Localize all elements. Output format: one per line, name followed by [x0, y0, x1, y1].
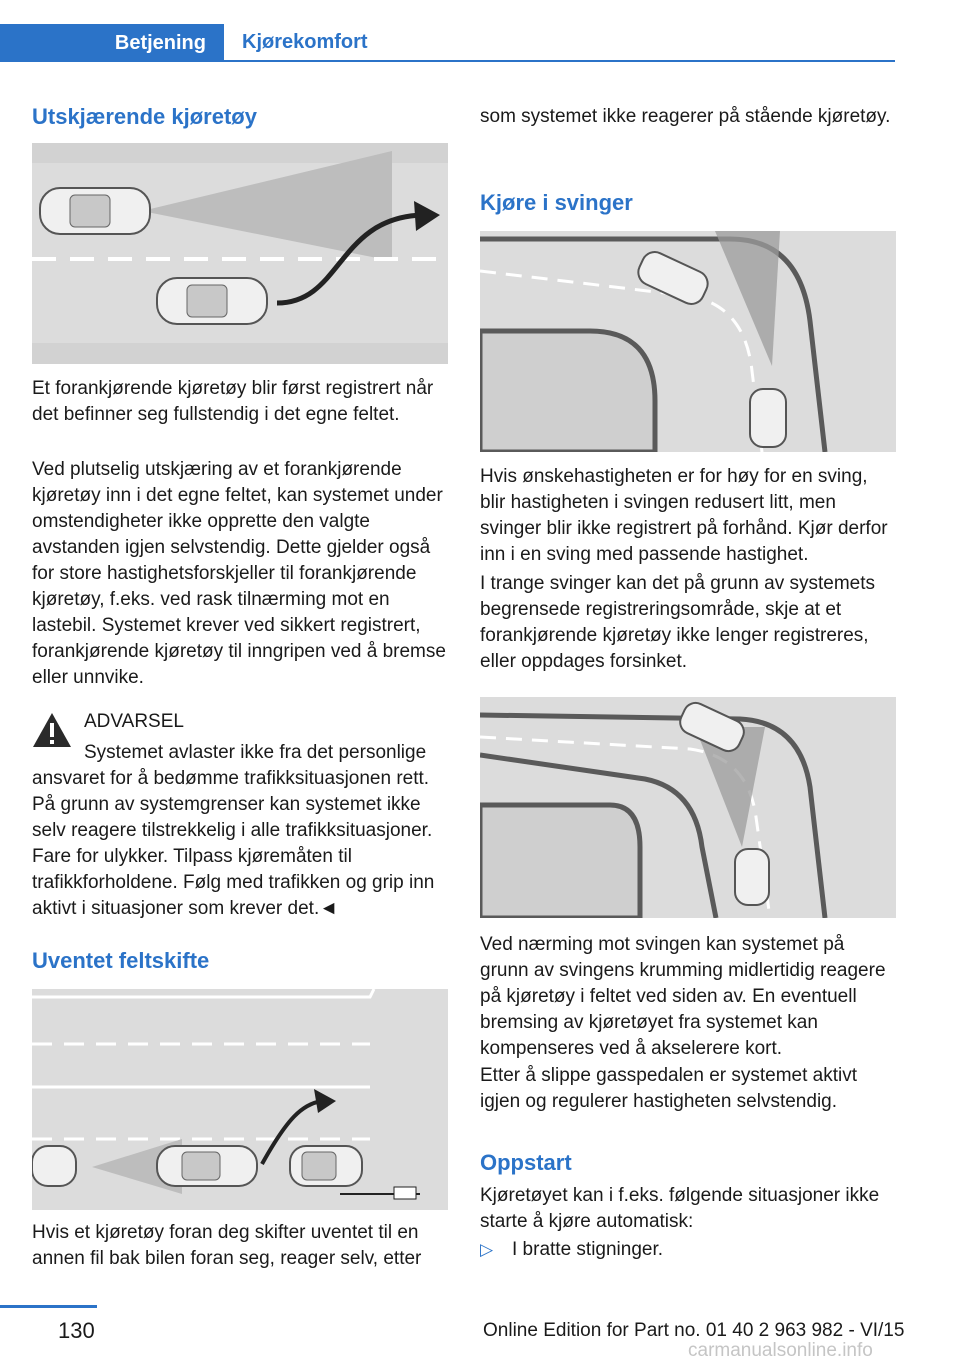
- edition-note: Online Edition for Part no. 01 40 2 963 982 - VI/15: [483, 1320, 905, 1341]
- car-middle-icon: [157, 1146, 257, 1186]
- figure-curve-2: [480, 697, 896, 918]
- figure-curve-1: [480, 231, 896, 452]
- page-number: 130: [58, 1318, 95, 1343]
- figure-cut-in: [32, 143, 448, 364]
- footer-rule: [0, 1305, 97, 1308]
- figure-lane-change: [32, 989, 448, 1210]
- car-lead-icon: [40, 188, 150, 234]
- heading-utskjaerende: Utskjærende kjøretøy: [32, 104, 257, 129]
- tab-rule: [224, 60, 895, 62]
- paragraph-6: Ved nærming mot svingen kan systemet på grunn av svingens krumming midlertidig reagere på kjøretøy i feltet ved siden av. En eventuell bremsing av kjøretøyet fra systemet kan kompenseres ved å akselerere kort.: [480, 934, 886, 1059]
- tab-betjening[interactable]: Betjening: [0, 24, 224, 62]
- car-curve2-own-icon: [735, 849, 769, 905]
- car-rear-icon: [32, 1146, 76, 1186]
- paragraph-continued: som systemet ikke reagerer på stående kjøretøy.: [480, 106, 891, 127]
- paragraph-7: Etter å slippe gasspedalen er systemet aktivt igjen og regulerer hastigheten selvstendig.: [480, 1065, 858, 1112]
- bullet-item: I bratte stigninger.: [512, 1239, 664, 1260]
- bullet-triangle-icon: ▷: [480, 1240, 494, 1259]
- car-front-icon: [290, 1146, 362, 1186]
- watermark: carmanualsonline.info: [688, 1340, 873, 1361]
- paragraph-2: Ved plutselig utskjæring av et forankjørende kjøretøy inn i det egne feltet, kan systemet under omstendigheter ikke opprette den valgte avstanden igjen selvstendig. Dette gjelder også for store hastighetsforskjeller til forankjørende kjøretøy, f.eks. ved rask tilnærming mot en lastebil. Systemet krever ved sikkert registrert, forankjørende kjøretøy til inngripen ved å bremse eller unnvike.: [32, 459, 446, 688]
- car-curve-own-icon: [750, 389, 786, 447]
- warning-title: ADVARSEL: [84, 711, 184, 732]
- header-tabs: [0, 24, 895, 62]
- warning-text: Systemet avlaster ikke fra det personlige ansvaret for å bedømme trafikksituasjonen rett. På grunn av systemgrenser kan systemet ikke selv reagere tilstrekkelig i alle trafikksituasjoner. Fare for ulykker. Tilpass kjøremåten til trafikkforholdene. Følg med trafikken og grip inn aktivt i situasjoner som krever det.◄: [32, 742, 435, 919]
- paragraph-4: Hvis ønskehastigheten er for høy for en sving, blir hastigheten i svingen redusert litt, men svinger blir ikke registrert på forhånd. Kjør derfor inn i en sving med passende hastighet.: [480, 466, 888, 565]
- paragraph-1: Et forankjørende kjøretøy blir først registrert når det befinner seg fullstendig i det egne feltet.: [32, 378, 434, 425]
- heading-kjore-i-svinger: Kjøre i svinger: [480, 190, 633, 215]
- heading-uventet: Uventet feltskifte: [32, 948, 210, 973]
- paragraph-8: Kjøretøyet kan i f.eks. følgende situasjoner ikke starte å kjøre automatisk:: [480, 1185, 880, 1232]
- heading-oppstart: Oppstart: [480, 1150, 572, 1175]
- car-cutting-in-icon: [157, 278, 267, 324]
- paragraph-3: Hvis et kjøretøy foran deg skifter uventet til en annen fil bak bilen foran seg, reager selv, etter: [32, 1222, 422, 1269]
- tab-kjorekomfort[interactable]: Kjørekomfort: [242, 30, 368, 53]
- paragraph-5: I trange svinger kan det på grunn av systemets begrensede registreringsområde, skje at et forankjørende kjøretøy ikke lenger registreres, eller oppdages forsinket.: [480, 573, 875, 672]
